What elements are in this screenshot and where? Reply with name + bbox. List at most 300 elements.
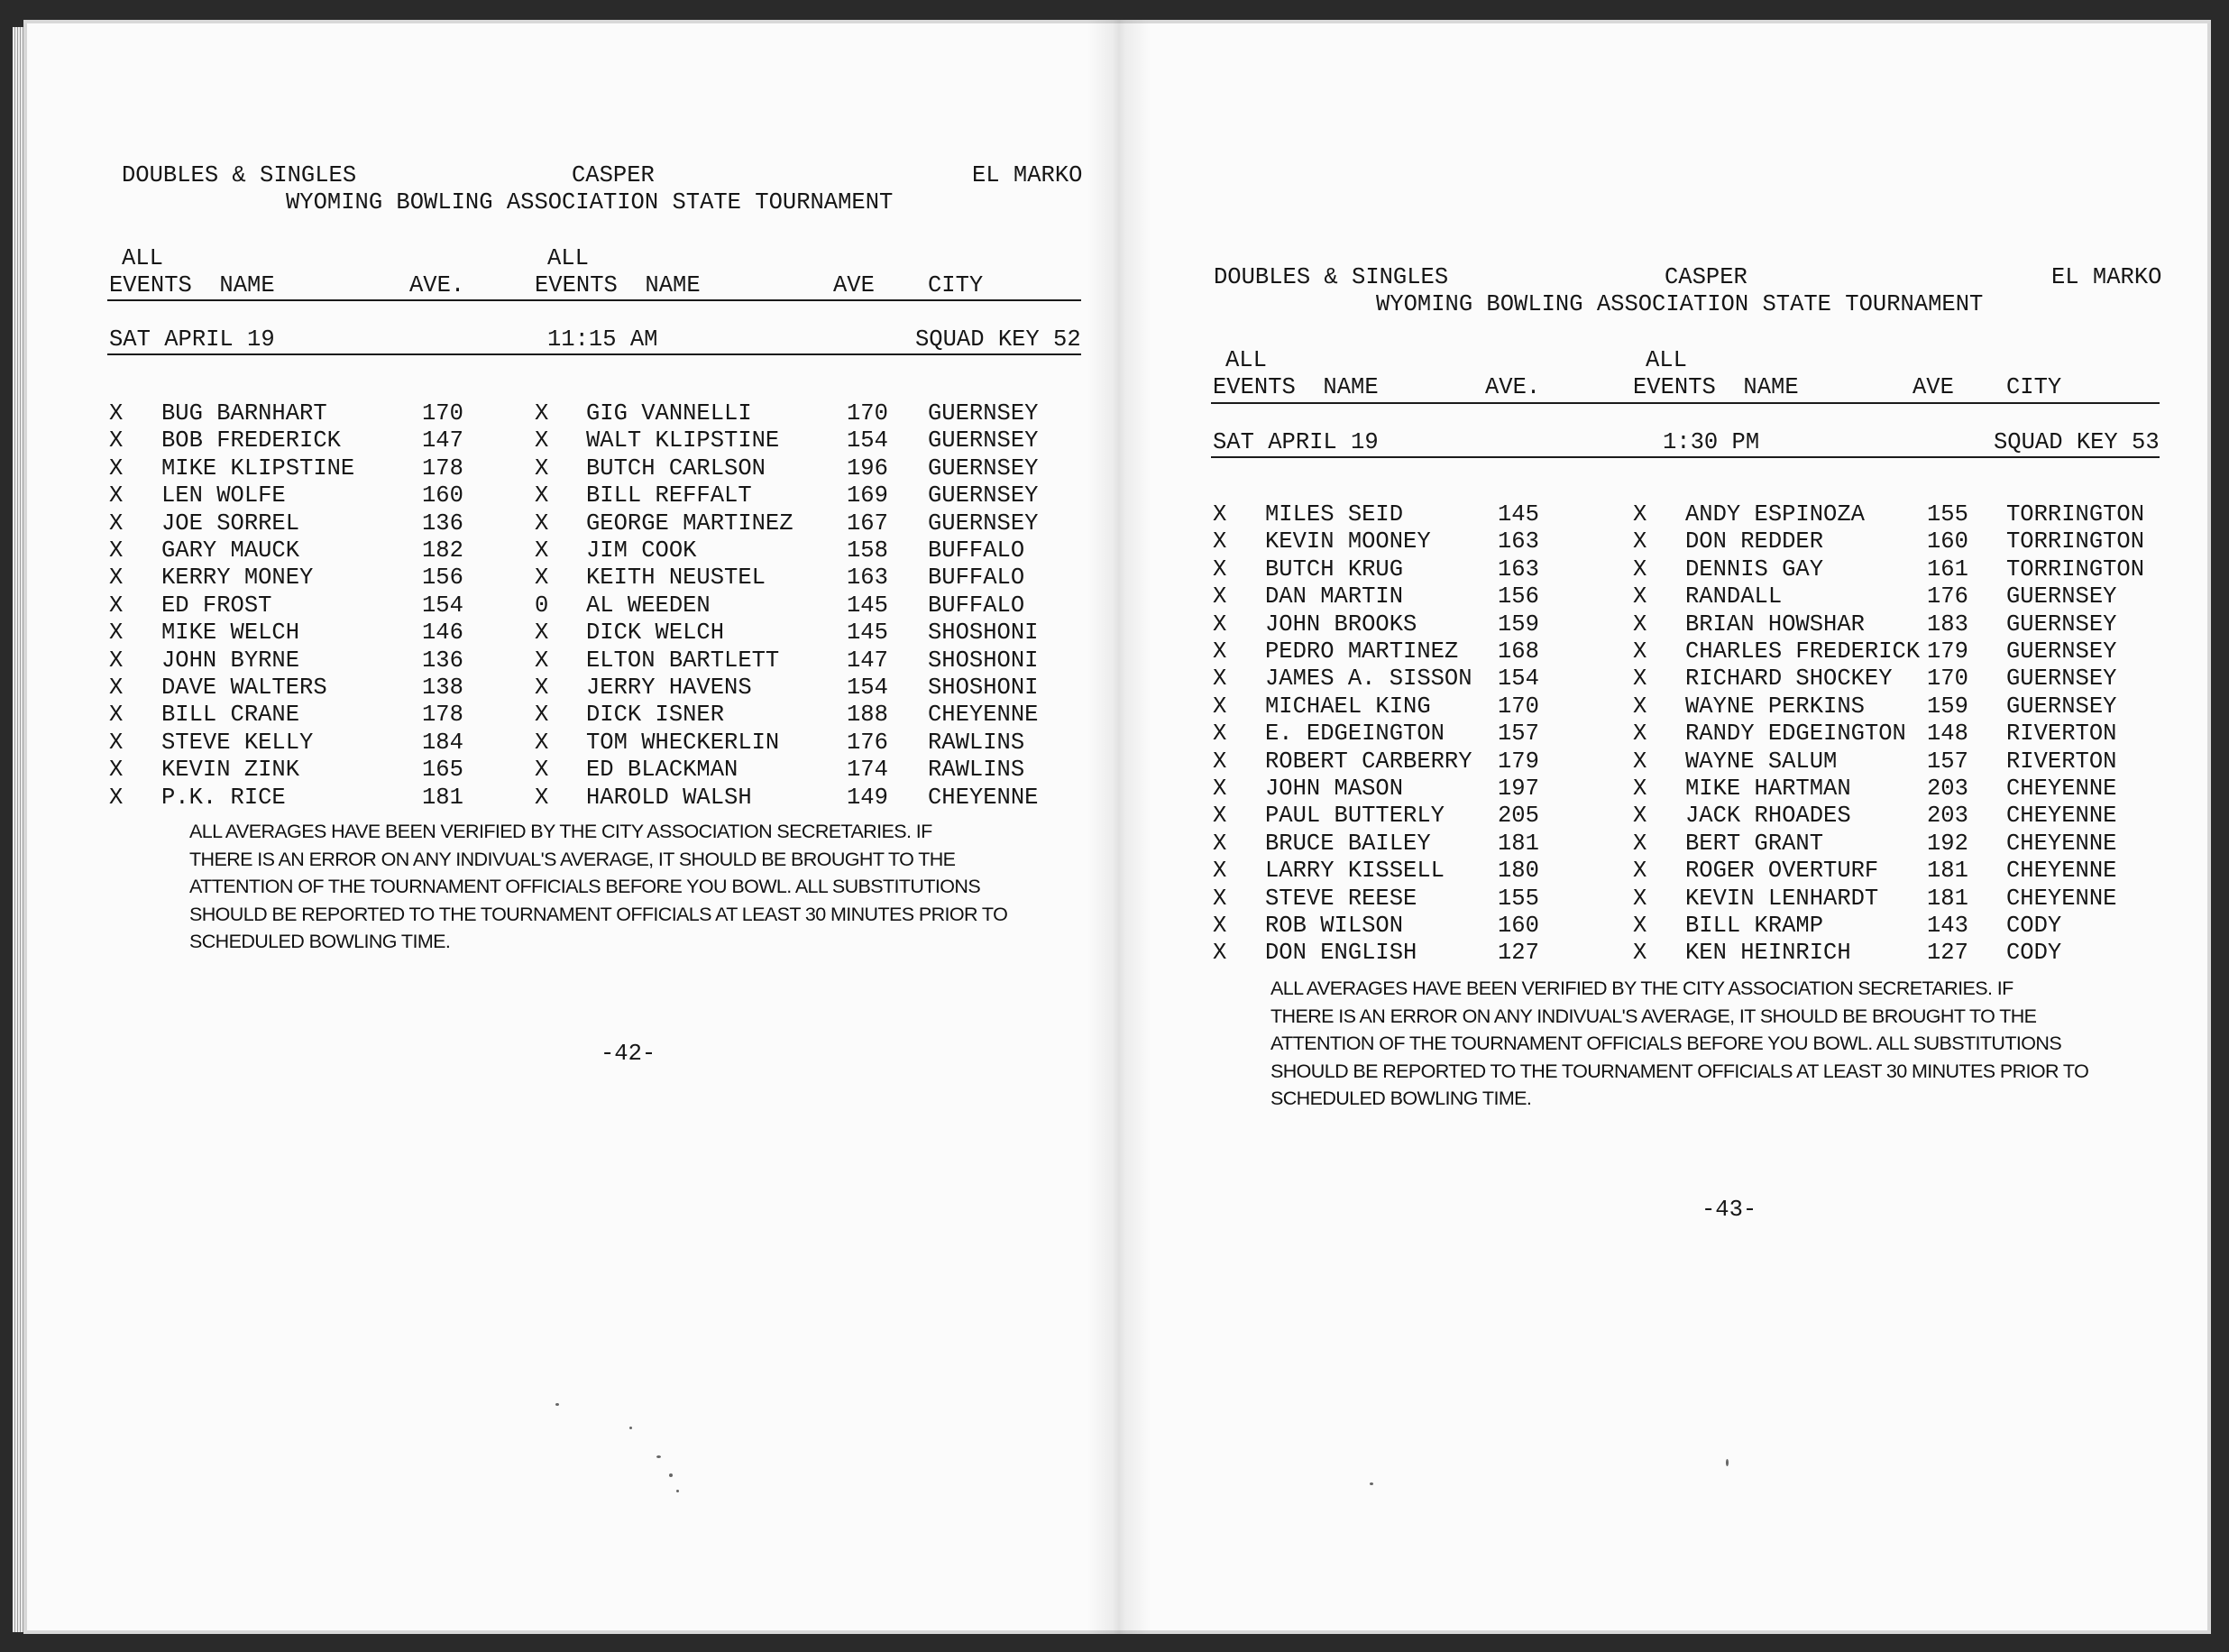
average-2: 188 xyxy=(847,702,888,729)
paper-speck xyxy=(629,1427,632,1429)
average-2: 169 xyxy=(847,482,888,509)
notice-line: ALL AVERAGES HAVE BEEN VERIFIED BY THE CITY ASSOCIATION SECRETARIES. IF xyxy=(189,821,932,842)
average-1: 182 xyxy=(422,537,463,564)
average-2: 192 xyxy=(1927,830,1968,857)
average-1: 138 xyxy=(422,675,463,701)
squad-date: SAT APRIL 19 xyxy=(1213,429,1379,455)
all-events-mark-2: X xyxy=(1633,693,1647,720)
average-1: 154 xyxy=(1498,665,1539,693)
bowler-name-2: DICK ISNER xyxy=(586,702,725,729)
city-name: GUERNSEY xyxy=(928,454,1039,482)
header-title: WYOMING BOWLING ASSOCIATION STATE TOURNAMENT xyxy=(286,189,894,216)
all-events-mark-1: X xyxy=(109,729,124,756)
city-name: GUERNSEY xyxy=(928,482,1039,509)
col-all-2: ALL xyxy=(1646,347,1687,373)
all-events-mark-2: X xyxy=(535,564,549,592)
city-name: CODY xyxy=(2006,913,2062,939)
header-right: EL MARKO xyxy=(972,162,1083,188)
header-right: EL MARKO xyxy=(2051,264,2162,290)
all-events-mark-2: X xyxy=(535,400,549,427)
table-row xyxy=(23,730,1119,757)
bowler-name-2: BILL REFFALT xyxy=(586,482,752,509)
col-all-2: ALL xyxy=(547,245,589,271)
bowler-name-2: WAYNE SALUM xyxy=(1685,748,1838,775)
page-number: -43- xyxy=(1702,1197,1757,1223)
bowler-name-2: JERRY HAVENS xyxy=(586,675,752,701)
bowler-name-1: JOHN BROOKS xyxy=(1265,610,1417,638)
header-title: WYOMING BOWLING ASSOCIATION STATE TOURNAMENT xyxy=(1376,291,1984,317)
average-1: 181 xyxy=(1498,830,1539,857)
bowler-name-1: BRUCE BAILEY xyxy=(1265,830,1431,857)
paper-speck xyxy=(1370,1482,1373,1485)
table-row xyxy=(23,564,1119,592)
page-43 xyxy=(1119,20,2211,1634)
bowler-name-2: BILL KRAMP xyxy=(1685,913,1824,939)
bowler-name-2: BRIAN HOWSHAR xyxy=(1685,610,1865,638)
all-events-mark-2: X xyxy=(1633,776,1647,802)
average-2: 181 xyxy=(1927,858,1968,885)
city-name: GUERNSEY xyxy=(2006,610,2117,638)
table-row xyxy=(1119,886,2211,913)
all-events-mark-2: X xyxy=(535,620,549,647)
table-row xyxy=(1119,776,2211,803)
all-events-mark-2: X xyxy=(1633,501,1647,528)
average-1: 159 xyxy=(1498,610,1539,638)
city-name: RIVERTON xyxy=(2006,720,2117,748)
bowler-name-2: ROGER OVERTURF xyxy=(1685,858,1879,885)
table-row xyxy=(23,757,1119,784)
average-1: 155 xyxy=(1498,885,1539,912)
average-1: 156 xyxy=(422,564,463,592)
squad-time: 1:30 PM xyxy=(1663,429,1760,455)
city-name: GUERNSEY xyxy=(928,400,1039,427)
bowler-name-2: GEORGE MARTINEZ xyxy=(586,509,793,537)
average-2: 148 xyxy=(1927,720,1968,748)
bowler-name-1: KEVIN MOONEY xyxy=(1265,528,1431,555)
bowler-name-1: DON ENGLISH xyxy=(1265,940,1417,967)
notice-line: ATTENTION OF THE TOURNAMENT OFFICIALS BEFORE YOU BOWL. ALL SUBSTITUTIONS xyxy=(189,876,981,897)
average-2: 159 xyxy=(1927,693,1968,720)
bowler-name-1: GARY MAUCK xyxy=(161,537,300,564)
bowler-name-2: DON REDDER xyxy=(1685,528,1824,555)
col-events-name-1: EVENTS NAME xyxy=(1213,374,1379,400)
bowler-name-2: CHARLES FREDERICK xyxy=(1685,638,1921,665)
book-gutter xyxy=(1087,20,1151,1634)
average-2: 127 xyxy=(1927,940,1968,967)
table-row xyxy=(1119,501,2211,528)
col-city: CITY xyxy=(2006,374,2062,400)
average-2: 170 xyxy=(1927,665,1968,693)
bowler-name-1: MIKE WELCH xyxy=(161,620,300,647)
average-1: 163 xyxy=(1498,528,1539,555)
header-rule xyxy=(107,299,1081,301)
average-2: 181 xyxy=(1927,885,1968,912)
table-row xyxy=(1119,940,2211,967)
average-2: 154 xyxy=(847,427,888,454)
all-events-mark-1: X xyxy=(1213,555,1227,583)
table-row xyxy=(23,537,1119,564)
city-name: BUFFALO xyxy=(928,537,1025,564)
col-all-1: ALL xyxy=(1225,347,1267,373)
col-ave-1: AVE. xyxy=(1485,374,1541,400)
notice-line: SHOULD BE REPORTED TO THE TOURNAMENT OFFICIALS AT LEAST 30 MINUTES PRIOR TO xyxy=(1270,1060,2089,1082)
average-1: 127 xyxy=(1498,940,1539,967)
all-events-mark-1: X xyxy=(1213,803,1227,830)
all-events-mark-2: X xyxy=(1633,555,1647,583)
all-events-mark-1: X xyxy=(109,537,124,564)
all-events-mark-1: X xyxy=(1213,940,1227,967)
average-1: 181 xyxy=(422,784,463,811)
average-2: 179 xyxy=(1927,638,1968,665)
notice-line: THERE IS AN ERROR ON ANY INDIVUAL'S AVERAGE, IT SHOULD BE BROUGHT TO THE xyxy=(1270,1005,2037,1027)
table-row xyxy=(1119,665,2211,693)
average-2: 145 xyxy=(847,592,888,619)
header-left: DOUBLES & SINGLES xyxy=(122,162,357,188)
notice-line: ATTENTION OF THE TOURNAMENT OFFICIALS BEFORE YOU BOWL. ALL SUBSTITUTIONS xyxy=(1270,1032,2062,1054)
city-name: BUFFALO xyxy=(928,564,1025,592)
average-1: 145 xyxy=(1498,501,1539,528)
average-1: 178 xyxy=(422,454,463,482)
all-events-mark-2: X xyxy=(1633,583,1647,610)
city-name: RAWLINS xyxy=(928,729,1025,756)
all-events-mark-1: X xyxy=(1213,638,1227,665)
all-events-mark-2: X xyxy=(535,427,549,454)
bowler-name-1: STEVE KELLY xyxy=(161,729,314,756)
all-events-mark-1: X xyxy=(109,592,124,619)
all-events-mark-1: X xyxy=(1213,776,1227,802)
bowler-name-1: MILES SEID xyxy=(1265,501,1404,528)
table-row xyxy=(1119,831,2211,858)
average-2: 160 xyxy=(1927,528,1968,555)
bowler-name-1: P.K. RICE xyxy=(161,784,286,811)
average-1: 147 xyxy=(422,427,463,454)
bowler-name-1: MIKE KLIPSTINE xyxy=(161,454,355,482)
header-rule xyxy=(1211,402,2160,404)
all-events-mark-2: X xyxy=(1633,885,1647,912)
bowler-name-1: DAVE WALTERS xyxy=(161,675,327,701)
all-events-mark-1: X xyxy=(1213,913,1227,939)
city-name: TORRINGTON xyxy=(2006,528,2145,555)
all-events-mark-2: X xyxy=(535,757,549,784)
bowler-name-2: WALT KLIPSTINE xyxy=(586,427,780,454)
all-events-mark-2: X xyxy=(535,784,549,811)
city-name: GUERNSEY xyxy=(928,427,1039,454)
all-events-mark-2: X xyxy=(1633,610,1647,638)
average-2: 161 xyxy=(1927,555,1968,583)
city-name: GUERNSEY xyxy=(2006,638,2117,665)
col-ave-1: AVE. xyxy=(409,272,465,298)
average-1: 197 xyxy=(1498,776,1539,802)
average-1: 165 xyxy=(422,757,463,784)
all-events-mark-1: X xyxy=(109,757,124,784)
col-city: CITY xyxy=(928,272,984,298)
all-events-mark-2: X xyxy=(1633,748,1647,775)
average-2: 154 xyxy=(847,675,888,701)
all-events-mark-1: X xyxy=(1213,885,1227,912)
average-2: 174 xyxy=(847,757,888,784)
bowler-name-1: LEN WOLFE xyxy=(161,482,286,509)
city-name: TORRINGTON xyxy=(2006,501,2145,528)
bowler-name-1: ED FROST xyxy=(161,592,272,619)
paper-speck xyxy=(656,1455,661,1458)
averages-notice xyxy=(1270,975,2154,1113)
table-row xyxy=(23,510,1119,537)
table-row xyxy=(23,482,1119,509)
all-events-mark-2: X xyxy=(535,482,549,509)
average-1: 136 xyxy=(422,647,463,674)
average-2: 196 xyxy=(847,454,888,482)
col-events-name-1: EVENTS NAME xyxy=(109,272,275,298)
table-row xyxy=(23,455,1119,482)
all-events-mark-2: X xyxy=(1633,940,1647,967)
bowler-name-1: PEDRO MARTINEZ xyxy=(1265,638,1459,665)
all-events-mark-2: X xyxy=(535,509,549,537)
notice-line: SHOULD BE REPORTED TO THE TOURNAMENT OFFICIALS AT LEAST 30 MINUTES PRIOR TO xyxy=(189,903,1008,925)
notice-line: SCHEDULED BOWLING TIME. xyxy=(189,931,451,952)
bowler-name-2: KEVIN LENHARDT xyxy=(1685,885,1879,912)
all-events-mark-2: X xyxy=(1633,803,1647,830)
average-1: 146 xyxy=(422,620,463,647)
average-2: 145 xyxy=(847,620,888,647)
average-2: 170 xyxy=(847,400,888,427)
paper-speck xyxy=(669,1473,673,1477)
paper-speck xyxy=(1726,1459,1729,1466)
bowler-name-2: AL WEEDEN xyxy=(586,592,711,619)
average-2: 176 xyxy=(847,729,888,756)
col-events-name-2: EVENTS NAME xyxy=(1633,374,1799,400)
table-row xyxy=(1119,611,2211,638)
city-name: GUERNSEY xyxy=(928,509,1039,537)
bowler-name-1: LARRY KISSELL xyxy=(1265,858,1445,885)
table-row xyxy=(23,675,1119,702)
bowler-name-2: JACK RHOADES xyxy=(1685,803,1851,830)
average-2: 163 xyxy=(847,564,888,592)
bowler-name-2: HAROLD WALSH xyxy=(586,784,752,811)
squad-time: 11:15 AM xyxy=(547,326,658,353)
bowler-name-1: BOB FREDERICK xyxy=(161,427,341,454)
table-row xyxy=(1119,556,2211,583)
bowler-name-1: JOE SORREL xyxy=(161,509,300,537)
all-events-mark-1: X xyxy=(1213,748,1227,775)
all-events-mark-1: X xyxy=(109,784,124,811)
all-events-mark-1: X xyxy=(109,620,124,647)
all-events-mark-1: X xyxy=(109,702,124,729)
average-2: 158 xyxy=(847,537,888,564)
city-name: CHEYENNE xyxy=(2006,803,2117,830)
bowler-name-2: ELTON BARTLETT xyxy=(586,647,780,674)
average-2: 203 xyxy=(1927,803,1968,830)
averages-notice xyxy=(189,818,1073,956)
table-row xyxy=(23,702,1119,729)
all-events-mark-1: X xyxy=(109,454,124,482)
average-1: 154 xyxy=(422,592,463,619)
bowler-name-1: STEVE REESE xyxy=(1265,885,1417,912)
all-events-mark-2: X xyxy=(1633,858,1647,885)
bowler-name-2: BERT GRANT xyxy=(1685,830,1824,857)
all-events-mark-2: X xyxy=(1633,720,1647,748)
city-name: CHEYENNE xyxy=(2006,885,2117,912)
col-ave-2: AVE xyxy=(1913,374,1954,400)
paper-speck xyxy=(555,1403,559,1406)
all-events-mark-1: X xyxy=(109,647,124,674)
all-events-mark-2: X xyxy=(1633,528,1647,555)
all-events-mark-1: X xyxy=(1213,501,1227,528)
table-row xyxy=(23,647,1119,675)
notice-line: ALL AVERAGES HAVE BEEN VERIFIED BY THE CITY ASSOCIATION SECRETARIES. IF xyxy=(1270,977,2013,999)
city-name: SHOSHONI xyxy=(928,647,1039,674)
all-events-mark-2: X xyxy=(535,537,549,564)
average-1: 160 xyxy=(1498,913,1539,939)
city-name: GUERNSEY xyxy=(2006,583,2117,610)
average-2: 149 xyxy=(847,784,888,811)
all-events-mark-2: X xyxy=(535,454,549,482)
city-name: TORRINGTON xyxy=(2006,555,2145,583)
all-events-mark-1: X xyxy=(1213,528,1227,555)
bowler-name-1: BILL CRANE xyxy=(161,702,300,729)
all-events-mark-1: X xyxy=(109,400,124,427)
city-name: GUERNSEY xyxy=(2006,665,2117,693)
average-1: 178 xyxy=(422,702,463,729)
bowler-name-1: PAUL BUTTERLY xyxy=(1265,803,1445,830)
bowler-name-2: TOM WHECKERLIN xyxy=(586,729,780,756)
squad-rule xyxy=(1211,456,2160,458)
bowler-name-1: JAMES A. SISSON xyxy=(1265,665,1472,693)
table-row xyxy=(1119,693,2211,720)
average-2: 183 xyxy=(1927,610,1968,638)
city-name: CODY xyxy=(2006,940,2062,967)
bowler-name-1: MICHAEL KING xyxy=(1265,693,1431,720)
bowler-name-1: DAN MARTIN xyxy=(1265,583,1404,610)
header-center: CASPER xyxy=(572,162,655,188)
col-ave-2: AVE xyxy=(833,272,875,298)
bowler-name-2: GIG VANNELLI xyxy=(586,400,752,427)
average-1: 160 xyxy=(422,482,463,509)
bowler-name-2: DICK WELCH xyxy=(586,620,725,647)
col-events-name-2: EVENTS NAME xyxy=(535,272,701,298)
all-events-mark-1: X xyxy=(1213,858,1227,885)
squad-key: SQUAD KEY 53 xyxy=(1994,429,2160,455)
bowler-name-2: RANDALL xyxy=(1685,583,1783,610)
col-all-1: ALL xyxy=(122,245,163,271)
bowler-name-1: ROB WILSON xyxy=(1265,913,1404,939)
city-name: RAWLINS xyxy=(928,757,1025,784)
notice-line: SCHEDULED BOWLING TIME. xyxy=(1270,1088,1532,1109)
average-2: 157 xyxy=(1927,748,1968,775)
bowler-name-2: ANDY ESPINOZA xyxy=(1685,501,1865,528)
all-events-mark-1: X xyxy=(1213,830,1227,857)
all-events-mark-1: X xyxy=(109,482,124,509)
bowler-name-2: MIKE HARTMAN xyxy=(1685,776,1851,802)
squad-rule xyxy=(107,353,1081,355)
bowler-name-1: KERRY MONEY xyxy=(161,564,314,592)
bowler-name-2: KEITH NEUSTEL xyxy=(586,564,766,592)
average-1: 170 xyxy=(422,400,463,427)
all-events-mark-1: X xyxy=(1213,665,1227,693)
city-name: RIVERTON xyxy=(2006,748,2117,775)
all-events-mark-2: X xyxy=(1633,638,1647,665)
bowler-name-2: RICHARD SHOCKEY xyxy=(1685,665,1893,693)
city-name: BUFFALO xyxy=(928,592,1025,619)
all-events-mark-1: X xyxy=(1213,610,1227,638)
bowler-name-2: RANDY EDGEINGTON xyxy=(1685,720,1906,748)
average-2: 143 xyxy=(1927,913,1968,939)
bowler-name-1: E. EDGEINGTON xyxy=(1265,720,1445,748)
notice-line: THERE IS AN ERROR ON ANY INDIVUAL'S AVERAGE, IT SHOULD BE BROUGHT TO THE xyxy=(189,848,956,870)
header-center: CASPER xyxy=(1665,264,1747,290)
paper-speck xyxy=(676,1490,679,1492)
bowler-name-1: KEVIN ZINK xyxy=(161,757,300,784)
table-row xyxy=(1119,528,2211,555)
bowler-name-2: WAYNE PERKINS xyxy=(1685,693,1865,720)
all-events-mark-1: X xyxy=(1213,583,1227,610)
all-events-mark-1: X xyxy=(109,427,124,454)
average-1: 168 xyxy=(1498,638,1539,665)
booklet-spread xyxy=(23,20,2211,1634)
city-name: SHOSHONI xyxy=(928,620,1039,647)
average-1: 170 xyxy=(1498,693,1539,720)
average-1: 179 xyxy=(1498,748,1539,775)
bowler-name-2: KEN HEINRICH xyxy=(1685,940,1851,967)
table-row xyxy=(23,427,1119,454)
average-1: 157 xyxy=(1498,720,1539,748)
squad-key: SQUAD KEY 52 xyxy=(915,326,1081,353)
city-name: CHEYENNE xyxy=(2006,830,2117,857)
table-row xyxy=(1119,720,2211,748)
bowler-name-1: JOHN BYRNE xyxy=(161,647,300,674)
page-42 xyxy=(23,20,1119,1634)
all-events-mark-2: X xyxy=(1633,913,1647,939)
table-row xyxy=(1119,803,2211,830)
city-name: SHOSHONI xyxy=(928,675,1039,701)
city-name: CHEYENNE xyxy=(928,702,1039,729)
table-row xyxy=(23,785,1119,812)
all-events-mark-1: X xyxy=(1213,693,1227,720)
average-1: 205 xyxy=(1498,803,1539,830)
all-events-mark-1: X xyxy=(109,509,124,537)
city-name: CHEYENNE xyxy=(2006,776,2117,802)
table-row xyxy=(1119,858,2211,885)
all-events-mark-1: X xyxy=(1213,720,1227,748)
table-row xyxy=(1119,748,2211,776)
table-row xyxy=(1119,913,2211,940)
all-events-mark-2: X xyxy=(535,647,549,674)
bowler-name-2: JIM COOK xyxy=(586,537,697,564)
bowler-name-1: ROBERT CARBERRY xyxy=(1265,748,1472,775)
table-row xyxy=(23,620,1119,647)
table-row xyxy=(1119,583,2211,610)
bowler-name-1: BUTCH KRUG xyxy=(1265,555,1404,583)
average-2: 176 xyxy=(1927,583,1968,610)
city-name: GUERNSEY xyxy=(2006,693,2117,720)
city-name: CHEYENNE xyxy=(2006,858,2117,885)
average-1: 156 xyxy=(1498,583,1539,610)
average-1: 180 xyxy=(1498,858,1539,885)
all-events-mark-1: X xyxy=(109,675,124,701)
bowler-name-2: BUTCH CARLSON xyxy=(586,454,766,482)
header-left: DOUBLES & SINGLES xyxy=(1214,264,1449,290)
page-number: -42- xyxy=(601,1041,656,1067)
table-row xyxy=(1119,638,2211,665)
all-events-mark-1: X xyxy=(109,564,124,592)
table-row xyxy=(23,400,1119,427)
squad-date: SAT APRIL 19 xyxy=(109,326,275,353)
average-2: 167 xyxy=(847,509,888,537)
table-row xyxy=(23,592,1119,620)
bowler-name-2: DENNIS GAY xyxy=(1685,555,1824,583)
bowler-name-1: JOHN MASON xyxy=(1265,776,1404,802)
average-2: 203 xyxy=(1927,776,1968,802)
average-2: 147 xyxy=(847,647,888,674)
